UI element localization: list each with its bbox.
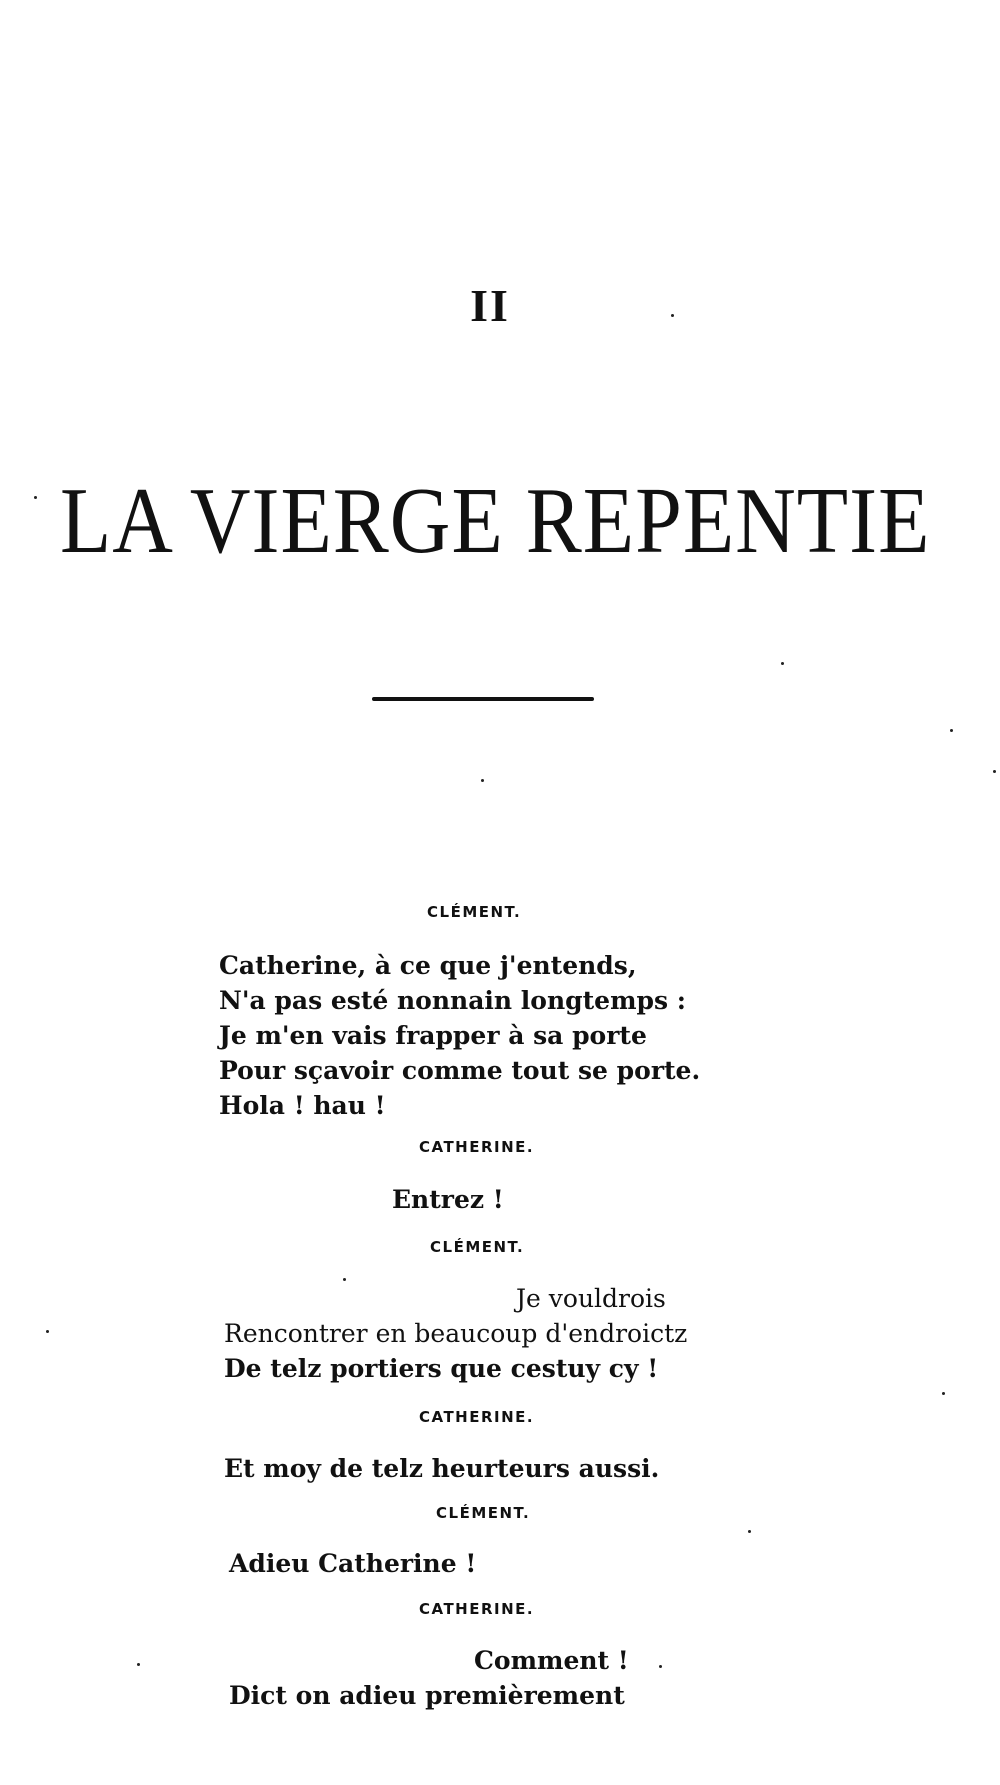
verse-line-text: Rencontrer en beaucoup d'endroictz (224, 1319, 688, 1348)
speaker-catherine: CATHERINE. (419, 1138, 535, 1156)
verse-line-text: Je vouldrois (516, 1284, 666, 1313)
print-speck (34, 496, 37, 499)
speaker-clement: CLÉMENT. (430, 1238, 525, 1256)
verse-line: Et moy de telz heurteurs aussi. (224, 1454, 660, 1483)
verse-line: Pour sçavoir comme tout se porte. (219, 1056, 701, 1085)
title-divider (372, 697, 594, 701)
print-speck (671, 314, 674, 317)
verse-line: Entrez ! (392, 1185, 504, 1214)
verse-line: Je m'en vais frapper à sa porte (219, 1021, 647, 1050)
speaker-clement: CLÉMENT. (436, 1504, 531, 1522)
print-speck (659, 1665, 662, 1668)
print-speck (343, 1278, 346, 1281)
chapter-title: LA VIERGE REPENTIE (60, 469, 931, 574)
verse-line (224, 1321, 687, 1346)
chapter-numeral: II (470, 280, 510, 331)
verse-line: Catherine, à ce que j'entends, (219, 951, 637, 980)
verse-line: Hola ! hau ! (219, 1091, 386, 1120)
print-speck (748, 1530, 751, 1533)
print-speck (942, 1392, 945, 1395)
speaker-clement: CLÉMENT. (427, 903, 522, 921)
verse-line: Adieu Catherine ! (229, 1549, 477, 1578)
verse-line: N'a pas esté nonnain longtemps : (219, 986, 687, 1015)
print-speck (781, 662, 784, 665)
verse-line: Dict on adieu premièrement (229, 1681, 625, 1710)
print-speck (481, 779, 484, 782)
verse-line: De telz portiers que cestuy cy ! (224, 1354, 659, 1383)
print-speck (137, 1663, 140, 1666)
verse-line (516, 1286, 666, 1311)
print-speck (950, 729, 953, 732)
speaker-catherine: CATHERINE. (419, 1600, 535, 1618)
print-speck (46, 1330, 49, 1333)
verse-line: Comment ! (474, 1646, 629, 1675)
print-speck (993, 770, 996, 773)
speaker-catherine: CATHERINE. (419, 1408, 535, 1426)
